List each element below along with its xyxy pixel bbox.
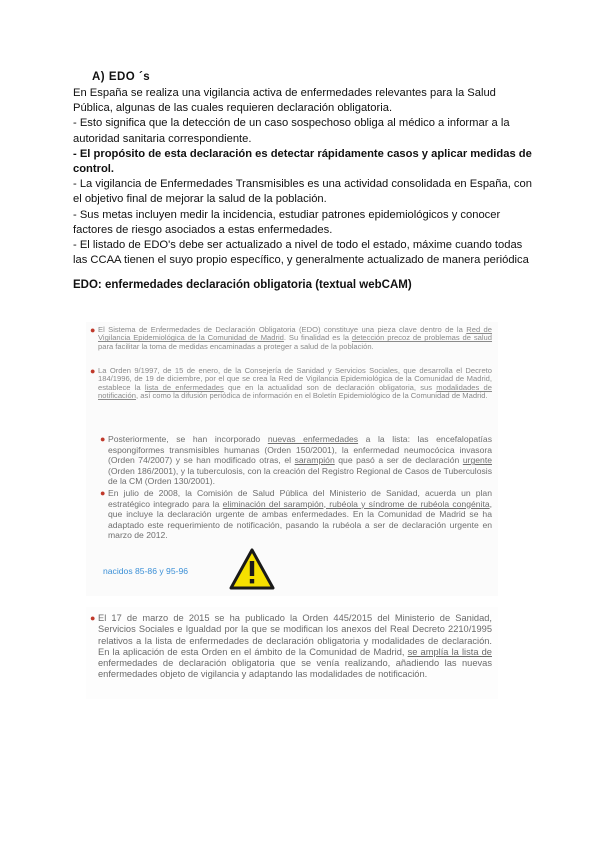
bullet-dot-icon: ● [90,366,96,376]
paragraph-intro: En España se realiza una vigilancia activa de enfermedades relevantes para la Salud Pública, algunas de las cuales requieren declaración obligatoria. [73,87,496,115]
slide-bullet-orden-2015: ● El 17 de marzo de 2015 se ha publicado la Orden 445/2015 del Ministerio de Sanidad, Servicios Sociales e Igualdad por la que se modifican los anexos del Real Decreto 2210/1995 relativos a la lista de enfermedades de declaración obligatoria y modalidades de declaración. En la aplicación de esta Orden en el ámbito de la Comunidad de Madrid, se amplía la lista de enfermedades de declaración obligatoria que se venía realizando, añadiendo las nuevas enfermedades objeto de vigilancia y adaptando las modalidades de notificación. [90,613,492,680]
bullet-dot-icon: ● [90,613,96,623]
bullet-dot-icon: ● [100,488,106,498]
birth-years-note: nacidos 85-86 y 95-96 [103,566,189,576]
warning-triangle-icon [228,547,276,591]
paragraph-goals: - Sus metas incluyen medir la incidencia, estudiar patrones epidemiológicos y conocer factores de riesgo asociados a estas enfermedades. [73,208,501,236]
slide-bullet-plan-2008: ● En julio de 2008, la Comisión de Salud Pública del Ministerio de Sanidad, acuerda un plan estratégico integrado para la eliminación del sarampión, rubéola y síndrome de rubéola congénita, que incluye la declaración urgente de ambas enfermedades. En la Comunidad de Madrid se ha adaptado este requerimiento de notificación, pasando la rubéola a ser de declaración urgente en marzo de 2012. [100,488,492,541]
paragraph-surveillance: - La vigilancia de Enfermedades Transmisibles es una actividad consolidada en España, con el objetivo final de mejorar la salud de la población. [73,178,532,206]
paragraph-listing: - El listado de EDO's debe ser actualizado a nivel de todo el estado, máxime cuando todas las CCAA tienen el suyo propio específico, y generalmente actualizado de manera periódica [73,239,529,267]
slide-bullet-edo-system: ● El Sistema de Enfermedades de Declaración Obligatoria (EDO) constituye una pieza clave dentro de la Red de Vigilancia Epidemiológica de la Comunidad de Madrid. Su finalidad es la detección precoz de problemas de salud para facilitar la toma de medidas encaminadas a proteger a salud de la población. [90,325,493,351]
section-a-heading: A) EDO ´s [92,71,151,83]
slide-bullet-new-diseases: ● Posteriormente, se han incorporado nuevas enfermedades a la lista: las encefalopatías espongiformes transmisibles humanas (Orden 150/2001), la enfermedad neumocócica invasora (Orden 74/2007) y se han modificado otras, el sarampión que pasó a ser de declaración urgente (Orden 186/2001), y la tuberculosis, con la creación del Registro Regional de Casos de Tuberculosis de la CM (Orden 130/2001). [100,434,493,487]
section-a-body [73,86,533,268]
paragraph-detection: - Esto significa que la detección de un caso sospechoso obliga al médico a informar a la autoridad sanitaria correspondiente. [73,117,510,145]
paragraph-purpose: - El propósito de esta declaración es detectar rápidamente casos y aplicar medidas de control. [73,147,532,176]
bullet-dot-icon: ● [90,325,96,335]
bullet-dot-icon: ● [100,434,106,444]
edo-section-title: EDO: enfermedades declaración obligatoria (textual webCAM) [73,279,412,291]
slide-bullet-orden-1997: ● La Orden 9/1997, de 15 de enero, de la Consejería de Sanidad y Servicios Sociales, que desarrolla el Decreto 184/1996, de 19 de diciembre, por el que se crea la Red de Vigilancia Epidemiológica de la Comunidad de Madrid, establece la lista de enfermedades que en la actualidad son de declaración obligatoria, sus modalidades de notificación, así como la difusión periódica de información en el Boletín Epidemiológico de la Comunidad de Madrid. [90,366,492,401]
